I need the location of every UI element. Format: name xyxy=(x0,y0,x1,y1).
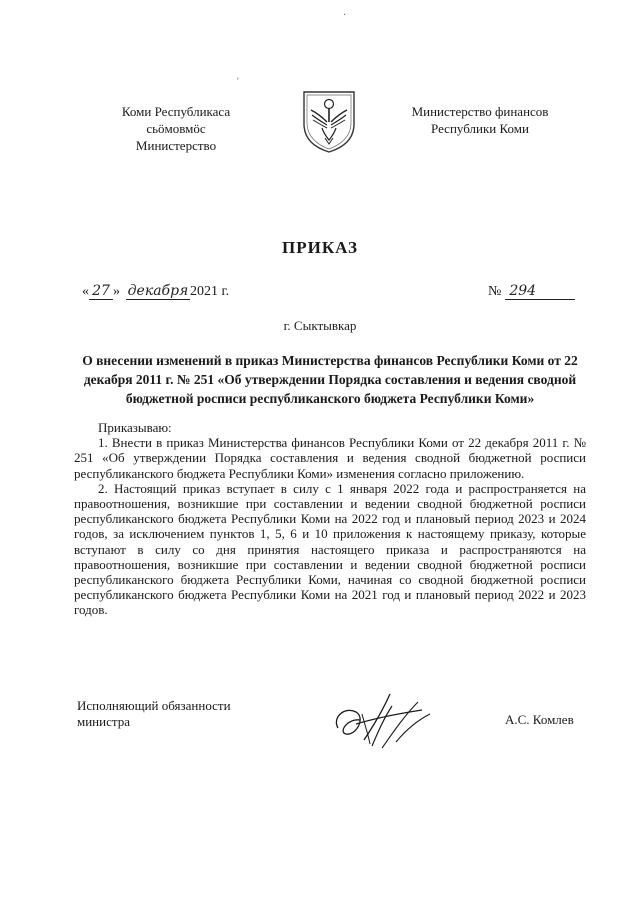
date-month: декабря xyxy=(127,283,189,299)
body-paragraph: 2. Настоящий приказ вступает в силу с 1 января 2022 года и распространяется на правоотношения, возникшие при составлении и ведении сводной бюджетной росписи республиканского бюджета Республики Коми на 2022 год и плановый период 2023 и 2024 годов, за исключением пунктов 1, 5, 6 и 10 приложения к настоящему приказу, которые вступают в силу со дня принятия настоящего приказа и распространяются на правоотношения, возникшие при составлении и ведении сводной бюджетной росписи республиканского бюджета Республики Коми, начиная со сводной бюджетной росписи республиканского бюджета Республики Коми на 2021 год и плановый период 2022 и 2023 годов. xyxy=(74,480,586,618)
number-value: 294 xyxy=(505,283,575,300)
document-subject: О внесении изменений в приказ Министерства финансов Республики Коми от 22 декабря 2011 г. № 251 «Об утверждении Порядка составления и ведения сводной бюджетной росписи республиканского бюджета Республики Коми» xyxy=(82,353,578,406)
header-right-ministry xyxy=(395,103,565,137)
date-open-quote: « xyxy=(82,284,89,299)
number-label: № xyxy=(488,284,502,299)
scan-mark: · xyxy=(343,10,347,21)
header-left-line: Коми Республикаса xyxy=(121,104,231,119)
document-title: ПРИКАЗ xyxy=(282,238,358,257)
date-year: 2021 г. xyxy=(190,284,230,299)
header-left-line: сьӧмовмӧс xyxy=(146,121,206,136)
body-intro: Приказываю: xyxy=(98,420,172,435)
document-body xyxy=(74,420,586,618)
date-day: 27 xyxy=(89,283,113,300)
document-place: г. Сыктывкар xyxy=(283,318,357,333)
header-left-komi xyxy=(96,103,256,154)
signer-name: А.С. Комлев xyxy=(505,712,574,727)
handwritten-signature-icon xyxy=(326,688,444,754)
scan-mark-small: ′ xyxy=(237,76,239,86)
signer-role-line: Исполняющий обязанности xyxy=(77,698,231,713)
signer-role xyxy=(77,698,231,730)
header-right-line: Министерство финансов xyxy=(411,104,549,119)
header-left-line: Министерство xyxy=(135,138,217,153)
document-number xyxy=(488,283,575,300)
header-right-line: Республики Коми xyxy=(431,121,529,136)
body-paragraph: 1. Внести в приказ Министерства финансов Республики Коми от 22 декабря 2011 г. № 251 «Об утверждении Порядка составления и ведения сводной бюджетной росписи республиканского бюджета Республики Коми» изменения согласно приложению. xyxy=(74,435,586,481)
document-date xyxy=(82,283,229,300)
date-close-quote: » xyxy=(113,284,120,299)
signer-role-line: министра xyxy=(77,714,130,729)
coat-of-arms-komi-icon xyxy=(298,88,360,154)
